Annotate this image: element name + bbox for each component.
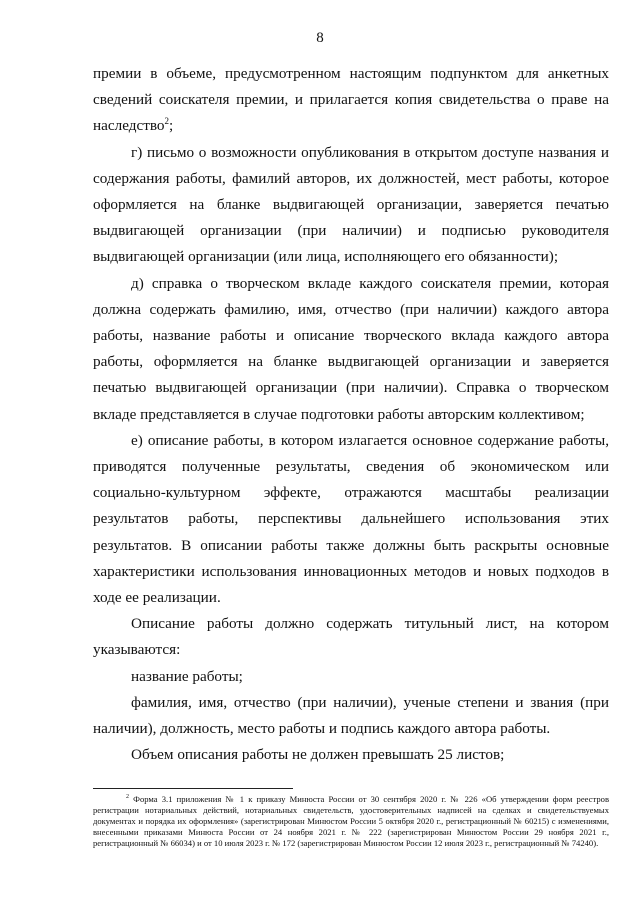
footnote-marker: 2 bbox=[126, 794, 129, 801]
paragraph-item-d: д) справка о творческом вкладе каждого соискателя премии, которая должна содержать фамилию, имя, отчество (при наличии) каждого автора работы, название работы и описание творческого вклада каждого автора работы, оформляется на бланке выдвигающей организации и заверяется печатью выдвигающей организации (при наличии). Справка о творческом вкладе представляется в случае подготовки работы авторским коллективом; bbox=[93, 274, 609, 423]
page-number: 8 bbox=[316, 30, 324, 46]
paragraph-volume-limit: Объем описания работы не должен превышать 25 листов; bbox=[131, 746, 505, 764]
footnote bbox=[93, 794, 609, 849]
paragraph-work-name: название работы; bbox=[131, 667, 243, 685]
footnote-text: Форма 3.1 приложения № 1 к приказу Минюста России от 30 сентября 2020 г. № 226 «Об утверждении форм реестров регистрации нотариальных действий, нотариальных свидетельств, удостоверительных надписей на сделках и свидетельствуемых документах и порядка их оформления» (зарегистрирован Минюстом России 5 октября 2020 г., регистрационный № 60215) с изменениями, внесенными приказами Минюста России от 24 ноября 2021 г. № 222 (зарегистрирован Минюстом России 29 ноября 2021 г., регистрационный № 66034) и от 10 июля 2023 г. № 172 (зарегистрирован Минюстом России 12 июля 2023 г., регистрационный № 74240). bbox=[93, 794, 609, 849]
paragraph-item-e: е) описание работы, в котором излагается основное содержание работы, приводятся полученные результаты, сведения об экономическом или социально-культурном эффекте, отражаются масштабы реализации результатов работы, перспективы дальнейшего использования этих результатов. В описании работы также должны быть раскрыты основные характеристики использования инновационных методов и новых подходов в ходе ее реализации. bbox=[93, 431, 609, 607]
document-body bbox=[93, 61, 609, 768]
paragraph-continuation bbox=[93, 61, 609, 140]
paragraph-item-g: г) письмо о возможности опубликования в открытом доступе названия и содержания работы, фамилий авторов, их должностей, мест работы, которое оформляется на бланке выдвигающей организации, заверяется печатью выдвигающей организации (при наличии) и подписью руководителя выдвигающей организации (или лица, исполняющего его обязанности); bbox=[93, 143, 609, 266]
paragraph-punctuation: ; bbox=[169, 117, 174, 135]
footnote-divider bbox=[93, 788, 293, 789]
paragraph-author-details: фамилия, имя, отчество (при наличии), ученые степени и звания (при наличии), должность, место работы и подпись каждого автора работы. bbox=[93, 693, 609, 738]
paragraph-text: премии в объеме, предусмотренном настоящим подпунктом для анкетных сведений соискателя премии, и прилагается копия свидетельства о праве на наследство bbox=[93, 65, 609, 135]
paragraph-title-page: Описание работы должно содержать титульный лист, на котором указываются: bbox=[93, 615, 609, 659]
footnote-reference: 2 bbox=[164, 116, 169, 127]
